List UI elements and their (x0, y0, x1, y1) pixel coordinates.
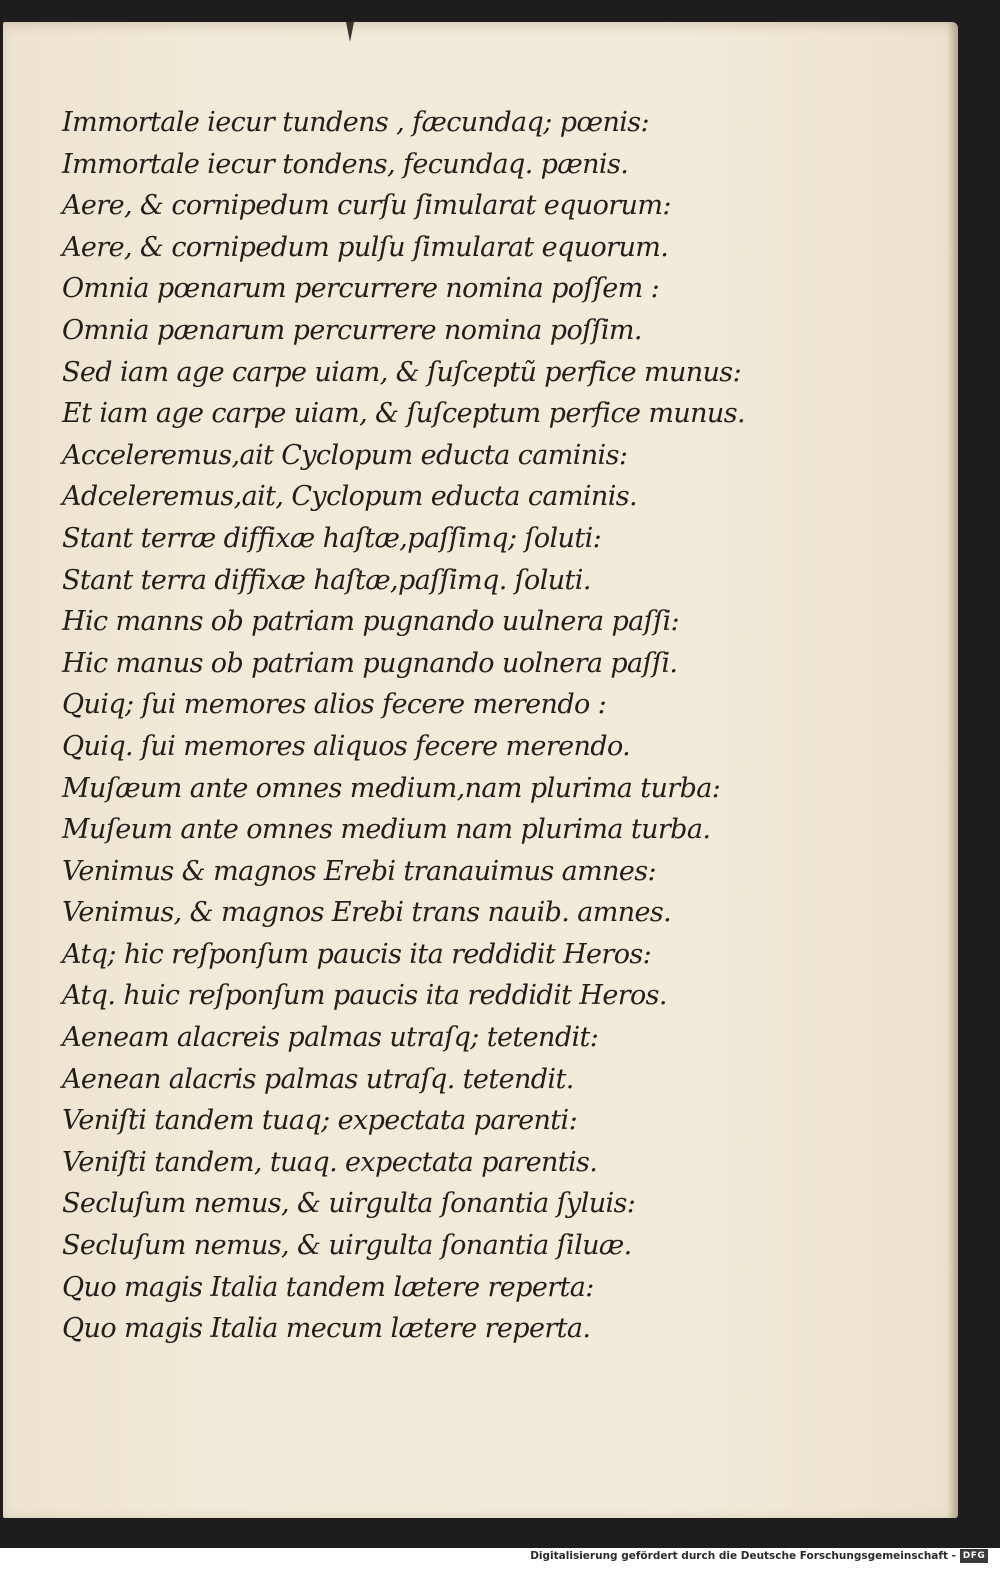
verse-line: Omnia pœnarum percurrere nomina poſſem : (62, 273, 660, 305)
verse-line: Atq; hic reſponſum paucis ita reddidit Heros: (62, 938, 652, 970)
verse-line: Sed iam age carpe uiam, & ſuſceptũ perfice munus: (62, 356, 742, 388)
verse-line: Veniſti tandem tuaq; expectata parenti: (62, 1105, 578, 1137)
verse-line: Stant terra diffixæ haſtæ,paſſimq. ſoluti. (62, 564, 591, 596)
verse-line: Secluſum nemus, & uirgulta ſonantia ſyluis: (62, 1188, 636, 1220)
verse-line: Hic manns ob patriam pugnando uulnera paſſi: (62, 606, 679, 638)
verse-line: Veniſti tandem, tuaq. expectata parentis. (62, 1146, 598, 1178)
book-page (3, 22, 958, 1518)
verse-line: Immortale iecur tundens , fæcundaq; pœnis: (62, 107, 650, 138)
funding-credit: Digitalisierung gefördert durch die Deutsche Forschungsgemeinschaft - (530, 1550, 956, 1562)
verse-line: Omnia pænarum percurrere nomina poſſim. (62, 314, 642, 346)
verse-line: Adceleremus,ait, Cyclopum educta caminis. (62, 481, 637, 513)
verse-line: Muſæum ante omnes medium,nam plurima turba: (62, 772, 721, 804)
verse-line: Hic manus ob patriam pugnando uolnera paſſi. (62, 647, 678, 679)
verse-line: Quiq; ſui memores alios fecere merendo : (62, 689, 607, 721)
verse-line: Acceleremus,ait Cyclopum educta caminis: (62, 439, 628, 471)
page-notch (346, 22, 354, 42)
verse-lines (62, 102, 922, 1350)
verse-line: Aere, & cornipedum pulſu ſimularat equorum. (62, 231, 669, 263)
dfg-logo-icon: DFG (960, 1549, 988, 1563)
verse-line: Immortale iecur tondens, fecundaq. pænis. (62, 148, 629, 180)
page-edge-shadow (948, 22, 958, 1518)
verse-line: Muſeum ante omnes medium nam plurima turba. (62, 814, 711, 846)
verse-line: Quo magis Italia tandem lætere reperta: (62, 1271, 594, 1303)
verse-line: Atq. huic reſponſum paucis ita reddidit Heros. (62, 980, 667, 1012)
verse-line: Stant terræ diffixæ haſtæ,paſſimq; ſoluti: (62, 522, 602, 554)
verse-line: Quo magis Italia mecum lætere reperta. (62, 1313, 591, 1345)
verse-line: Aenean alacris palmas utraſq. tetendit. (62, 1063, 574, 1095)
verse-line: Venimus, & magnos Erebi trans nauib. amnes. (62, 897, 672, 929)
verse-line: Quiq. ſui memores aliquos fecere merendo. (62, 730, 631, 762)
verse-line: Aeneam alacreis palmas utraſq; tetendit: (62, 1022, 599, 1054)
verse-line: Secluſum nemus, & uirgulta ſonantia ſiluæ. (62, 1230, 632, 1262)
verse-line: Et iam age carpe uiam, & ſuſceptum perfice munus. (62, 398, 745, 430)
verse-line: Aere, & cornipedum curſu ſimularat equorum: (62, 190, 671, 222)
verse-line: Venimus & magnos Erebi tranauimus amnes: (62, 855, 657, 887)
